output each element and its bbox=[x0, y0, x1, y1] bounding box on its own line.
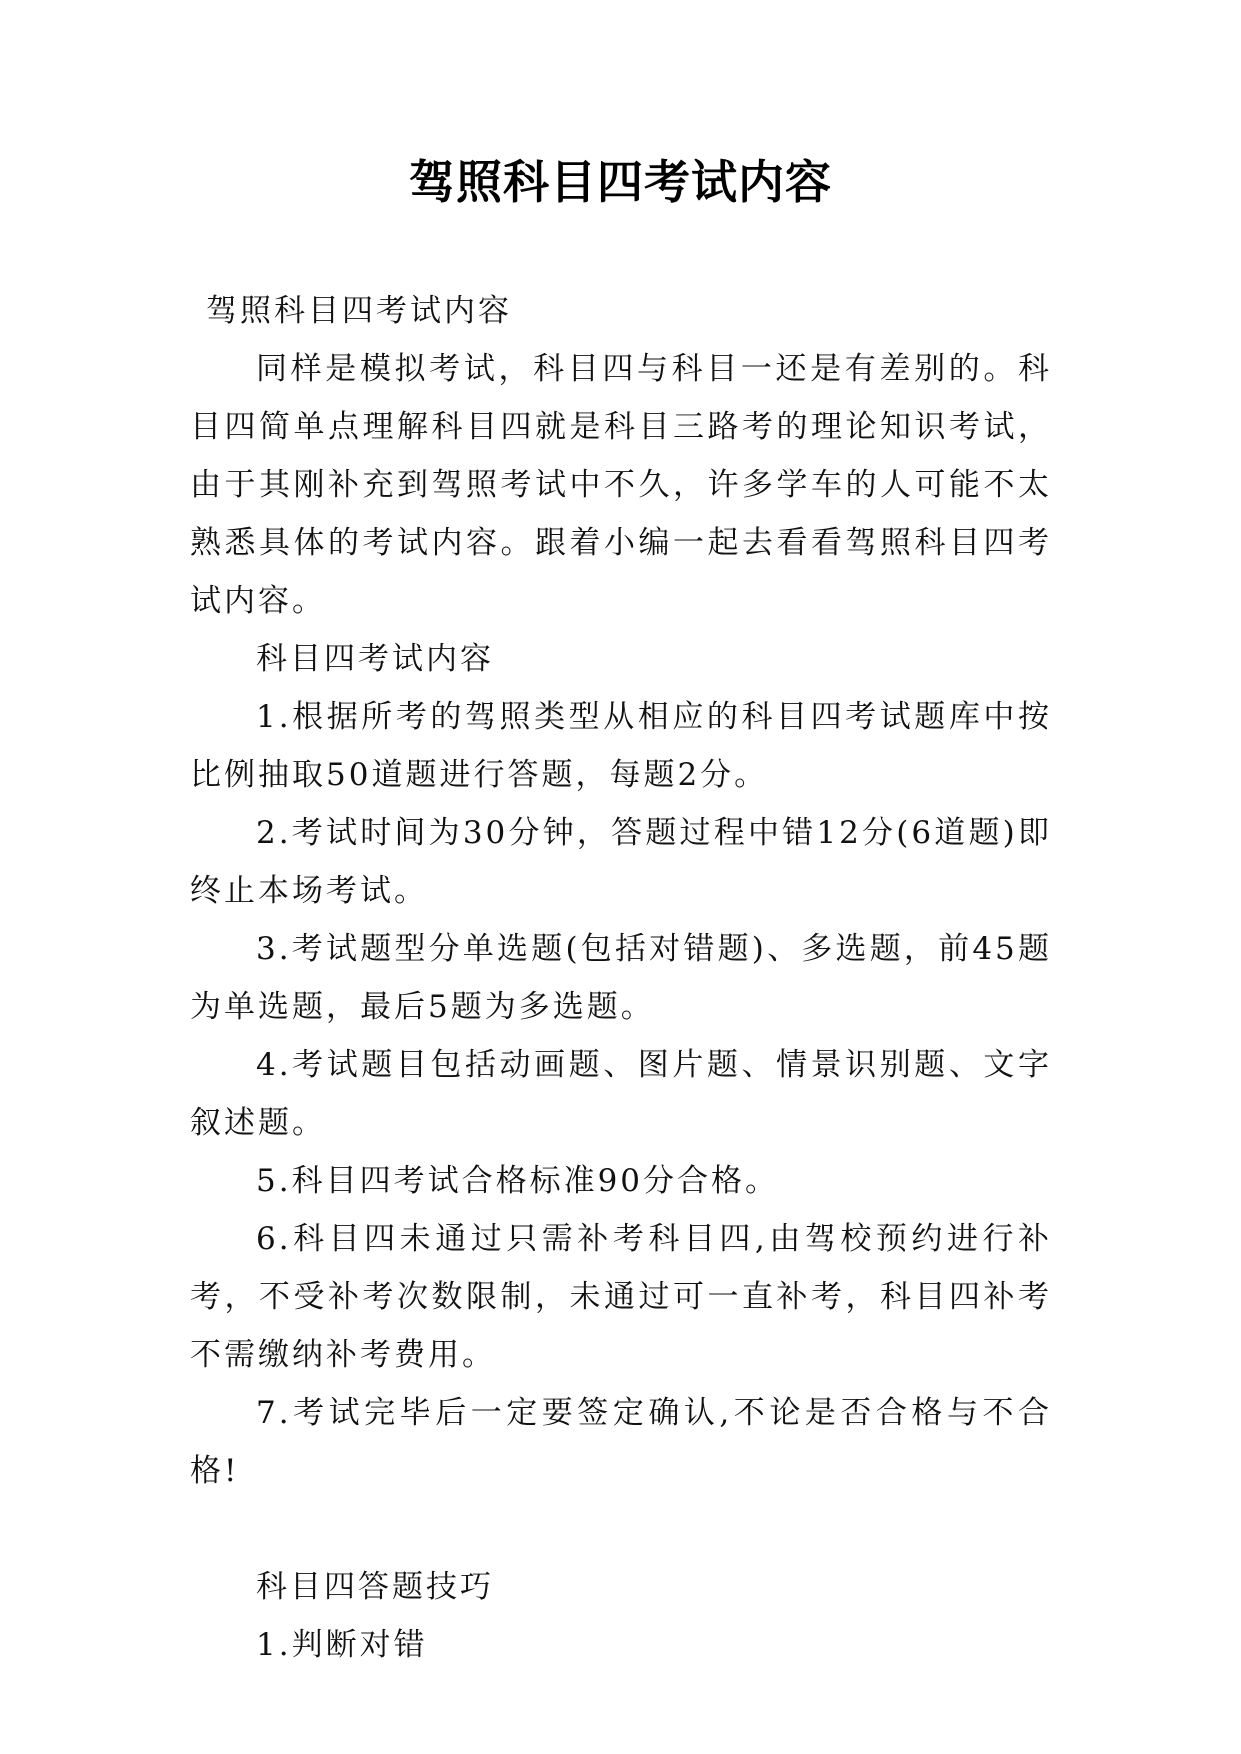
section-heading-exam-content: 科目四考试内容 bbox=[256, 641, 494, 677]
document-subheading: 驾照科目四考试内容 bbox=[206, 293, 512, 329]
list-item: 3.考试题型分单选题(包括对错题)、多选题，前45题为单选题，最后5题为多选题。 bbox=[190, 931, 1052, 1025]
list-item: 6.科目四未通过只需补考科目四,由驾校预约进行补考，不受补考次数限制，未通过可一直补考，科目四补考不需缴纳补考费用。 bbox=[190, 1221, 1052, 1373]
list-item: 2.考试时间为30分钟，答题过程中错12分(6道题)即终止本场考试。 bbox=[190, 815, 1052, 909]
list-item: 5.科目四考试合格标准90分合格。 bbox=[256, 1163, 780, 1199]
list-item: 1.判断对错 bbox=[256, 1627, 428, 1663]
document-body bbox=[190, 282, 1052, 1674]
list-item: 4.考试题目包括动画题、图片题、情景识别题、文字叙述题。 bbox=[190, 1047, 1052, 1141]
list-item: 1.根据所考的驾照类型从相应的科目四考试题库中按比例抽取50道题进行答题，每题2分。 bbox=[190, 699, 1052, 793]
list-item: 7.考试完毕后一定要签定确认,不论是否合格与不合格! bbox=[190, 1395, 1052, 1489]
document-title: 驾照科目四考试内容 bbox=[409, 155, 832, 209]
intro-paragraph: 同样是模拟考试，科目四与科目一还是有差别的。科目四简单点理解科目四就是科目三路考的理论知识考试，由于其刚补充到驾照考试中不久，许多学车的人可能不太熟悉具体的考试内容。跟着小编一起去看看驾照科目四考试内容。 bbox=[190, 351, 1052, 619]
section-heading-tips: 科目四答题技巧 bbox=[256, 1569, 494, 1605]
paragraph-spacer bbox=[190, 1500, 1052, 1558]
